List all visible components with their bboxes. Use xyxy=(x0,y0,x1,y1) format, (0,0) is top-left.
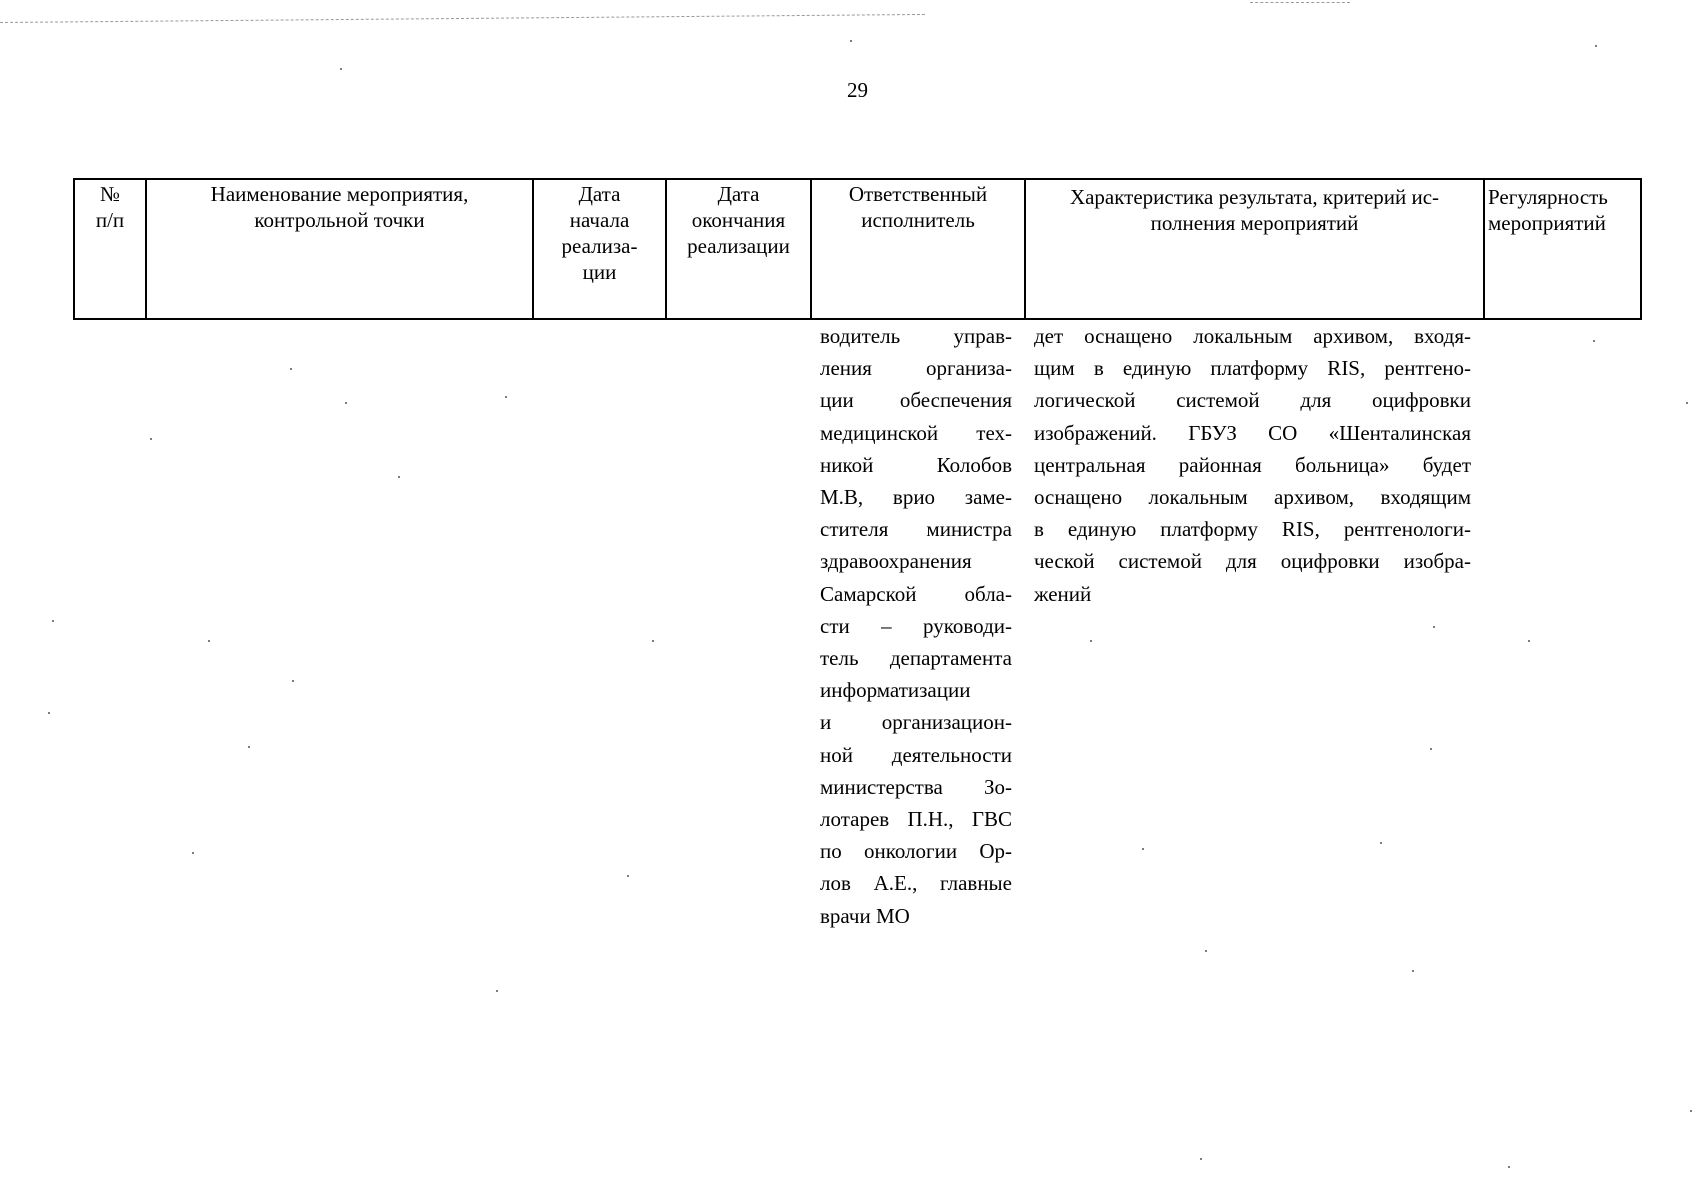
text-line: по онкологии Ор- xyxy=(820,839,1012,864)
scan-speck xyxy=(1380,842,1382,844)
text-line: изображений. ГБУЗ СО «Шенталинская xyxy=(1034,420,1471,445)
text-line: водитель управ- xyxy=(820,324,1012,348)
header-text: мероприятий xyxy=(1488,211,1606,235)
text-line: в единую платформу RIS, рентгенологи- xyxy=(1034,517,1471,542)
scan-speck xyxy=(1430,748,1432,750)
scan-speck xyxy=(48,712,50,714)
scan-speck xyxy=(208,640,210,642)
header-cell-regularity xyxy=(1484,179,1641,319)
header-text: Характеристика результата, критерий ис- xyxy=(1069,185,1440,209)
scan-speck xyxy=(1595,45,1597,47)
page-number: 29 xyxy=(847,78,868,102)
scan-speck xyxy=(248,746,250,748)
scan-speck xyxy=(292,680,294,682)
header-text: реализации xyxy=(687,234,790,258)
text-line: лотарев П.Н., ГВС xyxy=(820,807,1012,832)
header-cell-responsible xyxy=(811,179,1025,319)
header-text: Наименование мероприятия, xyxy=(210,182,469,206)
header-text: контрольной точки xyxy=(254,208,425,232)
text-line: центральная районная больница» будет xyxy=(1034,452,1471,477)
text-line: министерства Зо- xyxy=(820,774,1012,799)
scan-speck xyxy=(1528,640,1530,642)
scan-speck xyxy=(652,640,654,642)
header-text: ции xyxy=(582,260,617,284)
text-line: ции обеспечения xyxy=(820,388,1012,413)
text-line: тель департамента xyxy=(820,646,1012,671)
table-header xyxy=(73,178,1642,320)
scan-speck xyxy=(505,396,507,398)
header-cell-num xyxy=(74,179,146,319)
scan-speck xyxy=(340,68,342,70)
scan-speck xyxy=(150,438,152,440)
header-text: Дата xyxy=(717,182,760,206)
scan-speck xyxy=(398,476,400,478)
text-line: медицинской тех- xyxy=(820,420,1012,445)
text-line: ления организа- xyxy=(820,356,1012,381)
header-text: Ответственный xyxy=(848,182,988,206)
scan-speck xyxy=(345,402,347,404)
header-text: № xyxy=(99,182,121,206)
scan-line-top-left xyxy=(0,14,925,23)
scan-speck xyxy=(1433,626,1435,628)
header-row xyxy=(74,179,1641,319)
scan-speck xyxy=(1686,402,1688,404)
text-line: здравоохранения xyxy=(820,549,972,574)
header-text: исполнитель xyxy=(861,208,975,232)
scan-speck xyxy=(850,40,852,42)
scan-speck xyxy=(1090,640,1092,642)
text-line: оснащено локальным архивом, входящим xyxy=(1034,485,1471,510)
text-line: сти – руководи- xyxy=(820,613,1012,638)
header-text: окончания xyxy=(691,208,786,232)
scan-speck xyxy=(52,620,54,622)
text-line: и организацион- xyxy=(820,710,1012,735)
header-cell-start-date xyxy=(533,179,666,319)
scan-speck xyxy=(1205,950,1207,952)
text-line: информатизации xyxy=(820,678,971,703)
header-cell-characteristic xyxy=(1025,179,1484,319)
text-line: стителя министра xyxy=(820,517,1012,542)
scan-speck xyxy=(1593,340,1595,342)
text-line: никой Колобов xyxy=(820,452,1012,477)
characteristic-cell-text xyxy=(1034,320,1471,610)
header-cell-name xyxy=(146,179,533,319)
header-text: Дата xyxy=(578,182,621,206)
scan-speck xyxy=(1142,848,1144,850)
header-text: начала xyxy=(569,208,630,232)
text-line: М.В, врио заме- xyxy=(820,485,1012,510)
scan-speck xyxy=(1690,1110,1692,1112)
header-text: полнения мероприятий xyxy=(1150,211,1359,235)
text-line: жений xyxy=(1034,581,1092,606)
scan-speck xyxy=(1508,1166,1510,1168)
text-line: щим в единую платформу RIS, рентгено- xyxy=(1034,356,1471,381)
scan-speck xyxy=(627,875,629,877)
text-line: Самарской обла- xyxy=(820,581,1012,606)
text-line: дет оснащено локальным архивом, входя- xyxy=(1034,324,1471,348)
responsible-cell-text xyxy=(820,320,1012,932)
header-text: Регулярность xyxy=(1488,185,1608,209)
scan-speck xyxy=(496,990,498,992)
scan-speck xyxy=(1412,970,1414,972)
scan-line-top-right xyxy=(1250,2,1350,3)
header-text: п/п xyxy=(95,208,125,232)
text-line: врачи МО xyxy=(820,903,910,928)
text-line: ческой системой для оцифровки изобра- xyxy=(1034,549,1471,574)
text-line: лов А.Е., главные xyxy=(820,871,1012,896)
scan-speck xyxy=(192,852,194,854)
header-cell-end-date xyxy=(666,179,811,319)
text-line: ной деятельности xyxy=(820,742,1012,767)
text-line: логической системой для оцифровки xyxy=(1034,388,1471,413)
scan-speck xyxy=(1200,1158,1202,1160)
scan-speck xyxy=(290,368,292,370)
header-text: реализа- xyxy=(561,234,638,258)
